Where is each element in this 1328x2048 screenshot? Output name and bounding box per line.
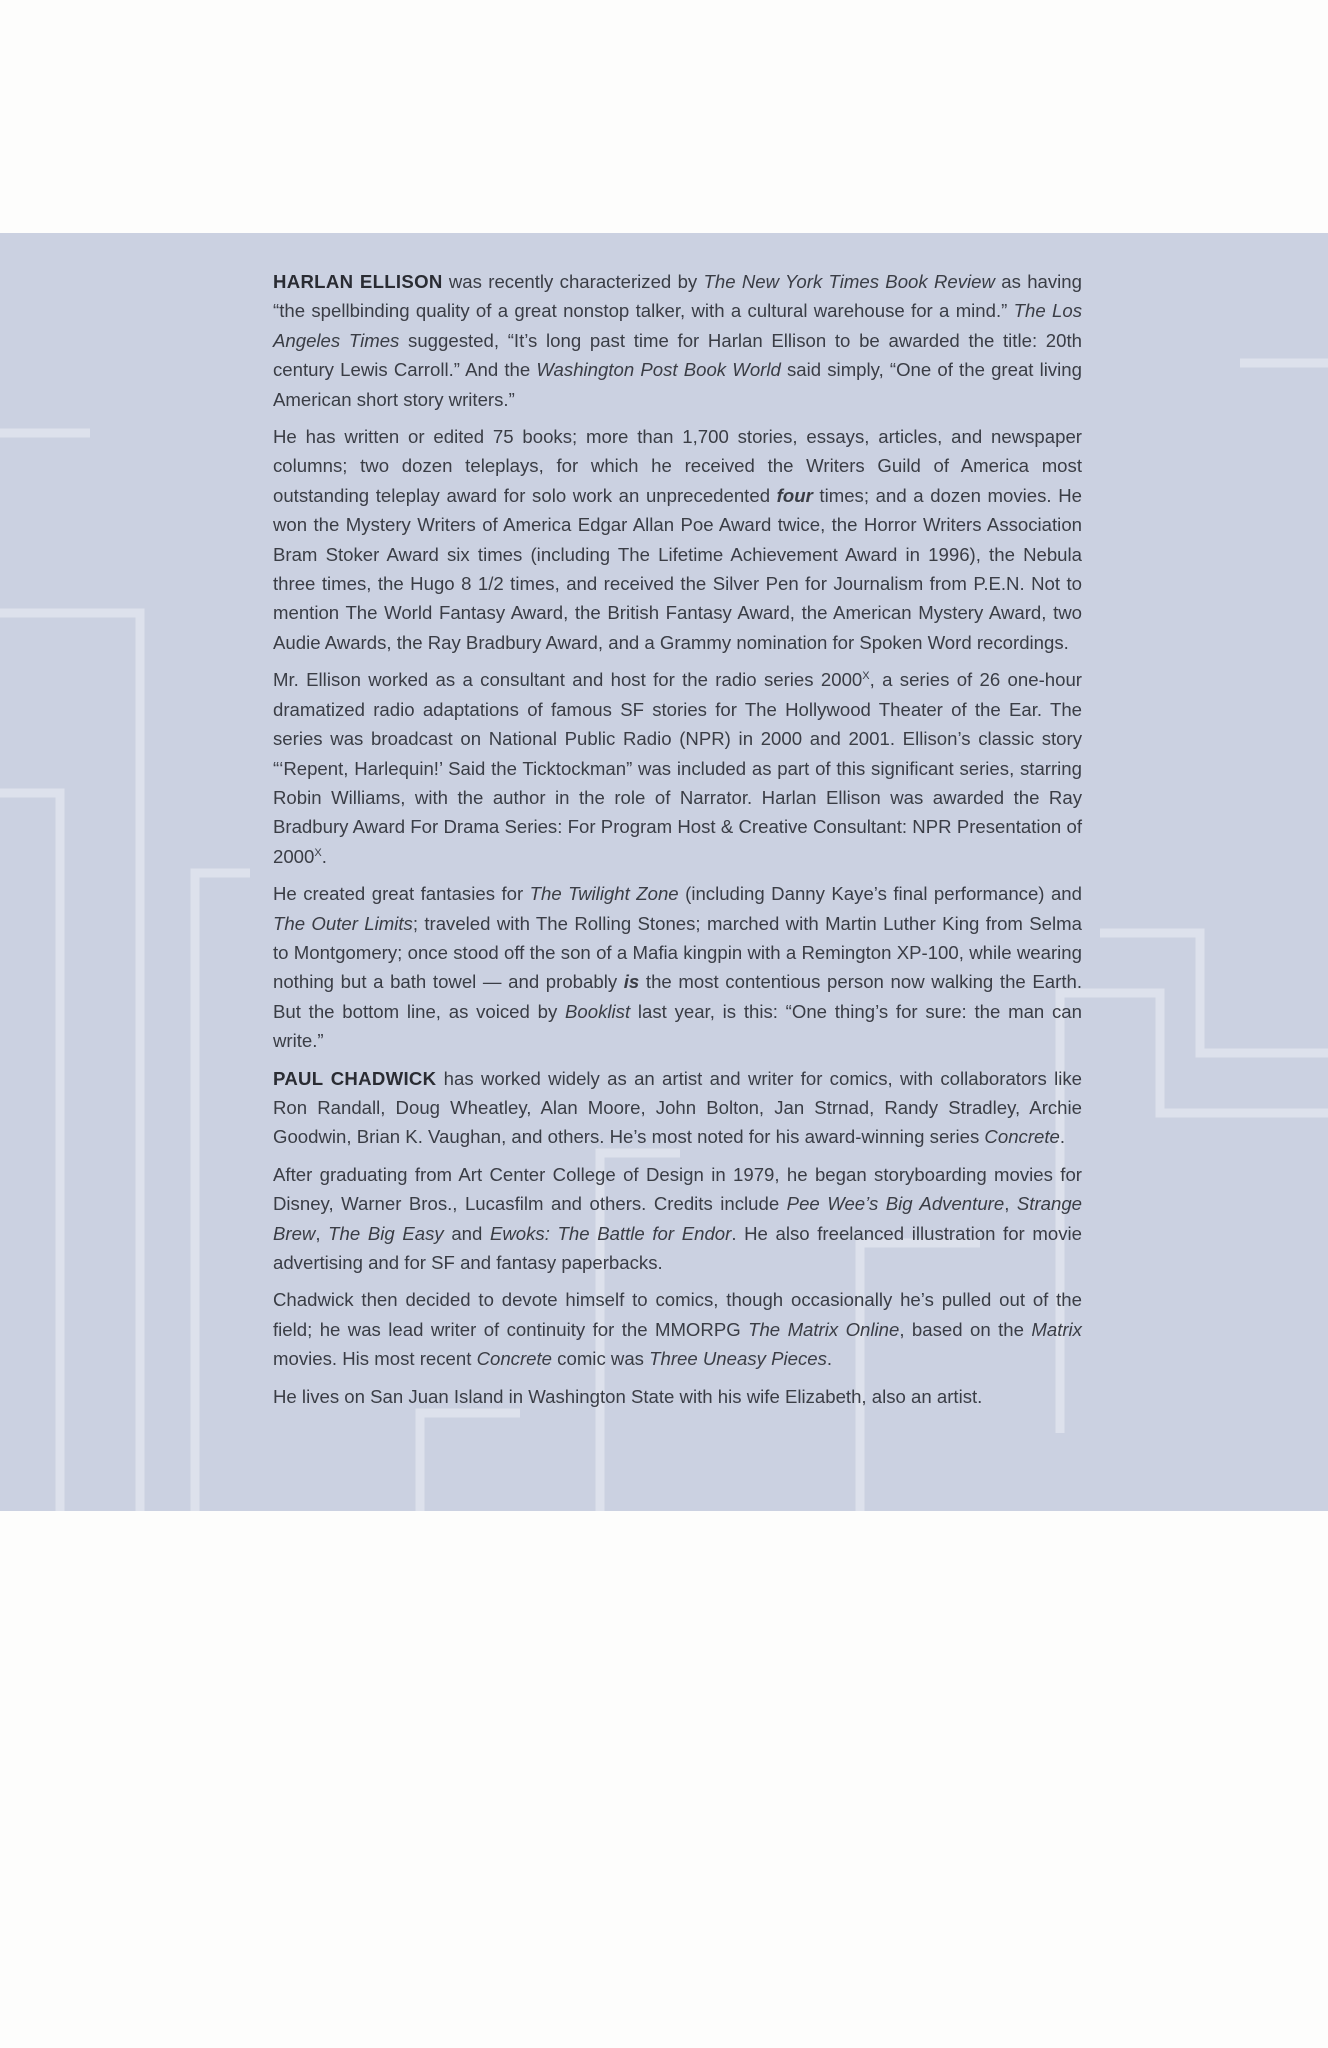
chadwick-paragraph-3: Chadwick then decided to devote himself to comics, though occasionally he’s pulled out of the field; he was lead writer of continuity for the MMORPG The Matrix Online, based on the Matrix movies. His most recent Concrete comic was Three Uneasy Pieces. xyxy=(273,1289,1082,1370)
author-name-chadwick: PAUL CHADWICK xyxy=(273,1067,437,1089)
biography-text xyxy=(273,267,1082,1419)
chadwick-paragraph-1: PAUL CHADWICK has worked widely as an artist and writer for comics, with collaborators like Ron Randall, Doug Wheatley, Alan Moore, John Bolton, Jan Strnad, Randy Stradley, Archie Goodwin, Brian K. Vaughan, and others. He’s most noted for his award-winning series Concrete. xyxy=(273,1067,1082,1148)
author-name-ellison: HARLAN ELLISON xyxy=(273,271,443,292)
ellison-paragraph-3: Mr. Ellison worked as a consultant and host for the radio series $2000^X$, a series of 26 one-hour dramatized radio adaptations of famous SF stories for The Hollywood Theater of the Ear. The series was broadcast on National Public Radio (NPR) in 2000 and 2001. Ellison’s classic story “‘Repent, Harlequin!’ Said the Ticktockman” was included as part of this significant series, starring Robin Williams, with the author in the role of Narrator. Harlan Ellison was awarded the Ray Bradbury Award For Drama Series: For Program Host & Creative Consultant: NPR Presentation of $2000^X$. xyxy=(273,669,1082,867)
bio-panel xyxy=(0,233,1328,1511)
chadwick-paragraph-2: After graduating from Art Center College of Design in 1979, he began storyboarding movies for Disney, Warner Bros., Lucasfilm and others. Credits include Pee Wee’s Big Adventure, Strange Brew, The Big Easy and Ewoks: The Battle for Endor. He also freelanced illustration for movie advertising and for SF and fantasy paperbacks. xyxy=(273,1163,1082,1273)
ellison-paragraph-4: He created great fantasies for The Twilight Zone (including Danny Kaye’s final performance) and The Outer Limits; traveled with The Rolling Stones; marched with Martin Luther King from Selma to Montgomery; once stood off the son of a Mafia kingpin with a Remington XP-100, while wearing nothing but a bath towel — and probably is the most contentious person now walking the Earth. But the bottom line, as voiced by Booklist last year, is this: “One thing’s for sure: the man can write.” xyxy=(273,883,1082,1052)
ellison-paragraph-1: HARLAN ELLISON was recently characterized by The New York Times Book Review as having “the spellbinding quality of a great nonstop talker, with a cultural warehouse for a mind.” The Los Angeles Times suggested, “It’s long past time for Harlan Ellison to be awarded the title: 20th century Lewis Carroll.” And the Washington Post Book World said simply, “One of the great living American short story writers.” xyxy=(273,271,1083,410)
chadwick-paragraph-4: He lives on San Juan Island in Washington State with his wife Elizabeth, also an artist. xyxy=(273,1385,983,1407)
ellison-paragraph-2: He has written or edited 75 books; more than 1,700 stories, essays, articles, and newspaper columns; two dozen teleplays, for which he received the Writers Guild of America most outstanding teleplay award for solo work an unprecedented four times; and a dozen movies. He won the Mystery Writers of America Edgar Allan Poe Award twice, the Horror Writers Association Bram Stoker Award six times (including The Lifetime Achievement Award in 1996), the Nebula three times, the Hugo 8 1/2 times, and received the Silver Pen for Journalism from P.E.N. Not to mention The World Fantasy Award, the British Fantasy Award, the American Mystery Award, two Audie Awards, the Ray Bradbury Award, and a Grammy nomination for Spoken Word recordings. xyxy=(273,426,1082,653)
